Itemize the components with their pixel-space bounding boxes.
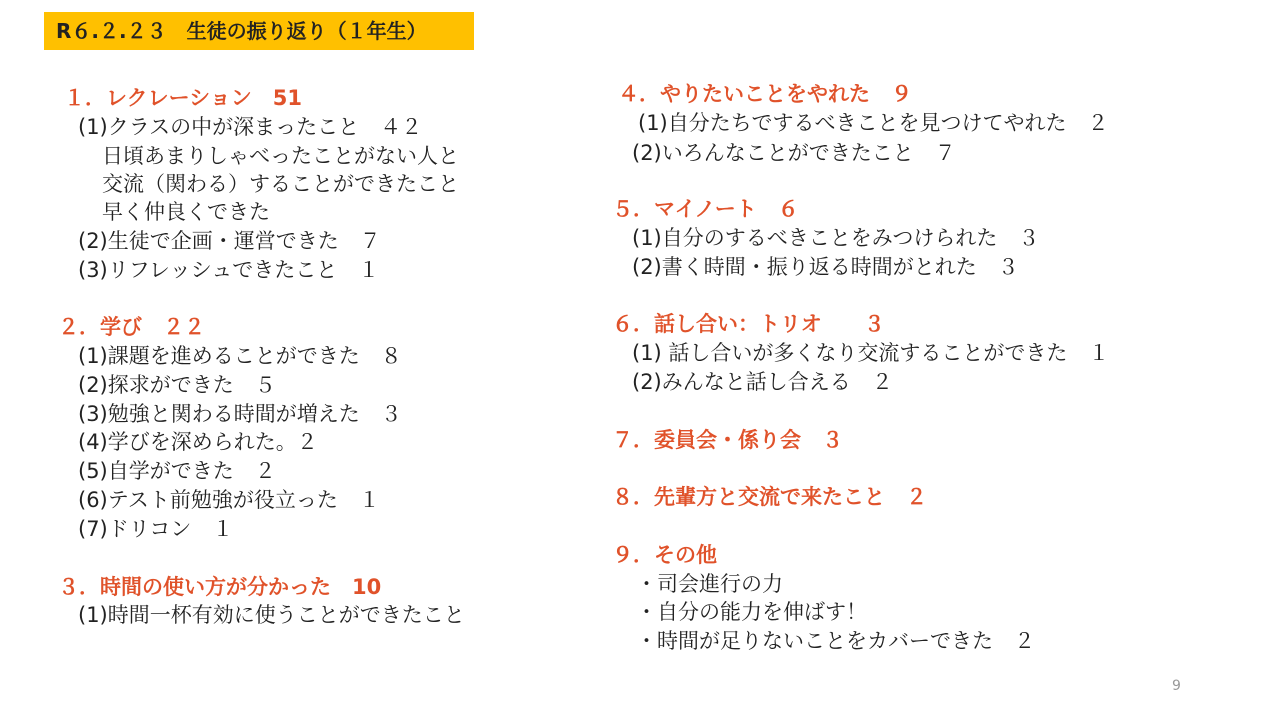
section-line: (2)探求ができた ５ (78, 373, 276, 397)
section-line: (6)テスト前勉強が役立った １ (78, 488, 380, 512)
section-heading: ３．時間の使い方が分かった 10 (58, 575, 382, 599)
section-line: 日頃あまりしゃべったことがない人と (102, 144, 459, 168)
section-line: (1)クラスの中が深まったこと ４２ (78, 115, 423, 139)
section-line: (1)課題を進めることができた ８ (78, 344, 402, 368)
section-line: (1) 話し合いが多くなり交流することができた １ (632, 341, 1110, 365)
section-heading: ４．やりたいことをやれた ９ (618, 82, 912, 106)
section-line: 早く仲良くできた (102, 200, 270, 224)
slide-title: R６.２.２３ 生徒の振り返り（１年生） (44, 12, 474, 50)
section-line: (1)自分のするべきことをみつけられた ３ (632, 226, 1040, 250)
section-heading: ５．マイノート ６ (612, 197, 799, 221)
section-line: (5)自学ができた ２ (78, 459, 276, 483)
section-line: (2)いろんなことができたこと ７ (632, 141, 956, 165)
section-heading: ６．話し合い：トリオ ３ (612, 312, 885, 336)
section-line: (2)みんなと話し合える ２ (632, 370, 893, 394)
section-line: ・自分の能力を伸ばす！ (636, 600, 867, 624)
section-line: (7)ドリコン １ (78, 517, 234, 541)
section-line: (1)時間一杯有効に使うことができたこと (78, 603, 465, 627)
section-line: 交流（関わる）することができたこと (102, 172, 459, 196)
section-line: (1)自分たちでするべきことを見つけてやれた ２ (638, 111, 1109, 135)
section-heading: １．レクレーション 51 (64, 86, 302, 110)
page-number: 9 (1172, 678, 1181, 694)
section-line: (2)書く時間・振り返る時間がとれた ３ (632, 255, 1019, 279)
section-line: (3)リフレッシュできたこと １ (78, 258, 380, 282)
section-line: ・司会進行の力 (636, 572, 783, 596)
section-heading: ９．その他 (612, 543, 717, 567)
section-heading: ２．学び ２２ (58, 315, 205, 339)
section-line: (2)生徒で企画・運営できた ７ (78, 229, 381, 253)
section-line: ・時間が足りないことをカバーできた ２ (636, 629, 1035, 653)
section-heading: ７．委員会・係り会 ３ (612, 428, 843, 452)
section-line: (3)勉強と関わる時間が増えた ３ (78, 402, 402, 426)
section-heading: ８．先輩方と交流で来たこと ２ (612, 485, 927, 509)
section-line: (4)学びを深められた。２ (78, 430, 318, 454)
